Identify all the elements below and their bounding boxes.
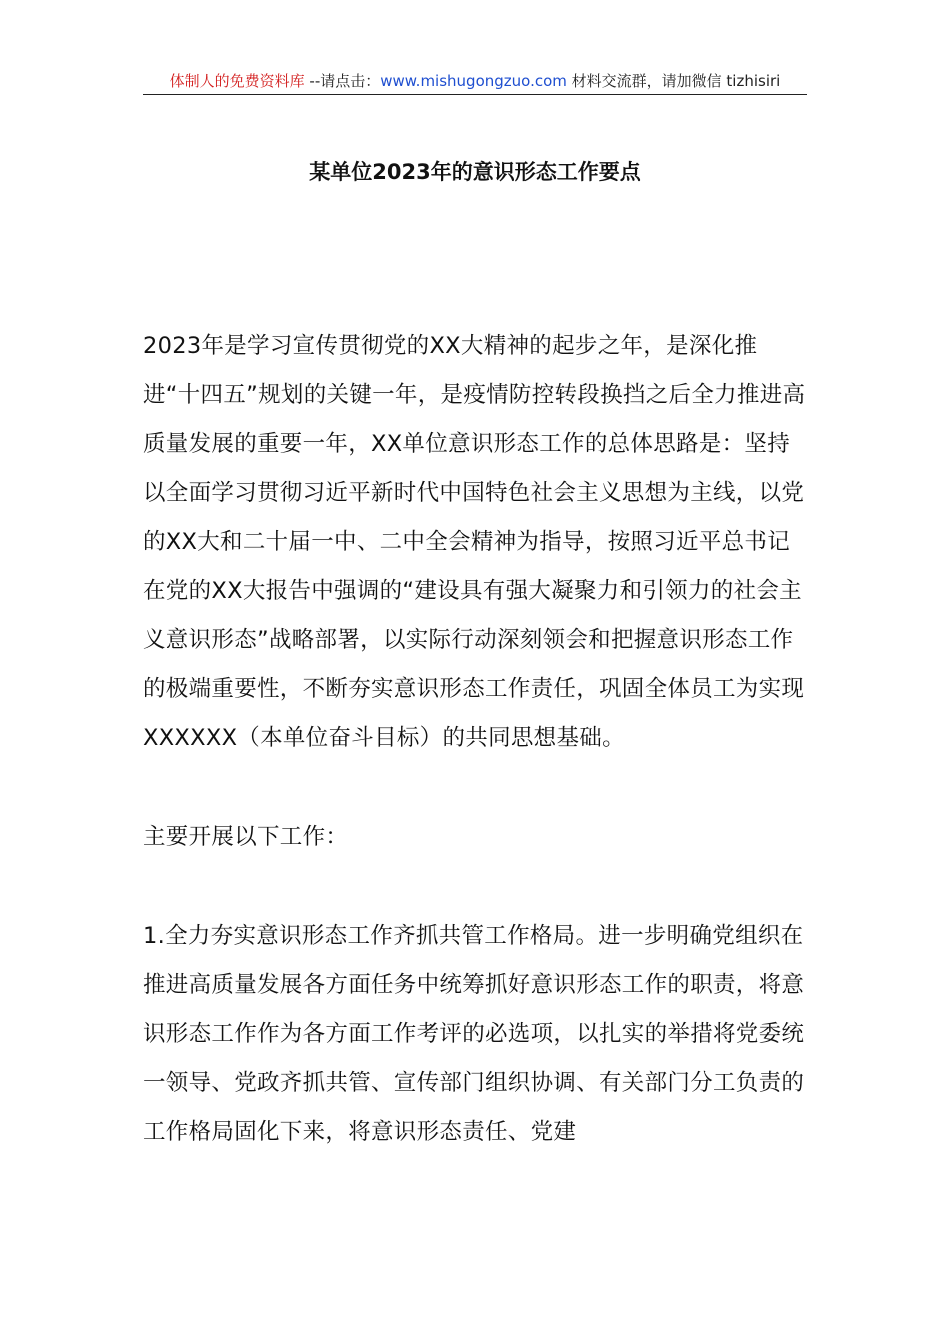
document-title: 某单位2023年的意识形态工作要点 (309, 160, 641, 184)
page-header (143, 68, 807, 95)
item-1-paragraph: 1.全力夯实意识形态工作齐抓共管工作格局。进一步明确党组织在推进高质量发展各方面任务中统筹抓好意识形态工作的职责，将意识形态工作作为各方面工作考评的必选项，以扎实的举措将党委统一领导、党政齐抓共管、宣传部门组织协调、有关部门分工负责的工作格局固化下来，将意识形态责任、党建 (143, 923, 805, 1145)
header-url-link[interactable]: www.mishugongzuo.com (380, 72, 567, 90)
intro-paragraph: 2023年是学习宣传贯彻党的XX大精神的起步之年，是深化推进“十四五”规划的关键一年，是疫情防控转段换挡之后全力推进高质量发展的重要一年，XX单位意识形态工作的总体思路是：坚持以全面学习贯彻习近平新时代中国特色社会主义思想为主线，以党的XX大和二十届一中、二中全会精神为指导，按照习近平总书记在党的XX大报告中强调的“建设具有强大凝聚力和引领力的社会主义意识形态”战略部署，以实际行动深刻领会和把握意识形态工作的极端重要性，不断夯实意识形态工作责任，巩固全体员工为实现XXXXXX（本单位奋斗目标）的共同思想基础。 (143, 333, 806, 751)
paragraph-spacer (143, 763, 807, 813)
header-prompt: --请点击： (304, 72, 381, 90)
header-site-name[interactable]: 体制人的免费资料库 (169, 72, 305, 90)
lead-paragraph: 主要开展以下工作： (143, 824, 349, 850)
header-group-text: 材料交流群，请加微信 tizhisiri (566, 72, 781, 90)
document-body (143, 322, 807, 1157)
paragraph-spacer (143, 862, 807, 912)
